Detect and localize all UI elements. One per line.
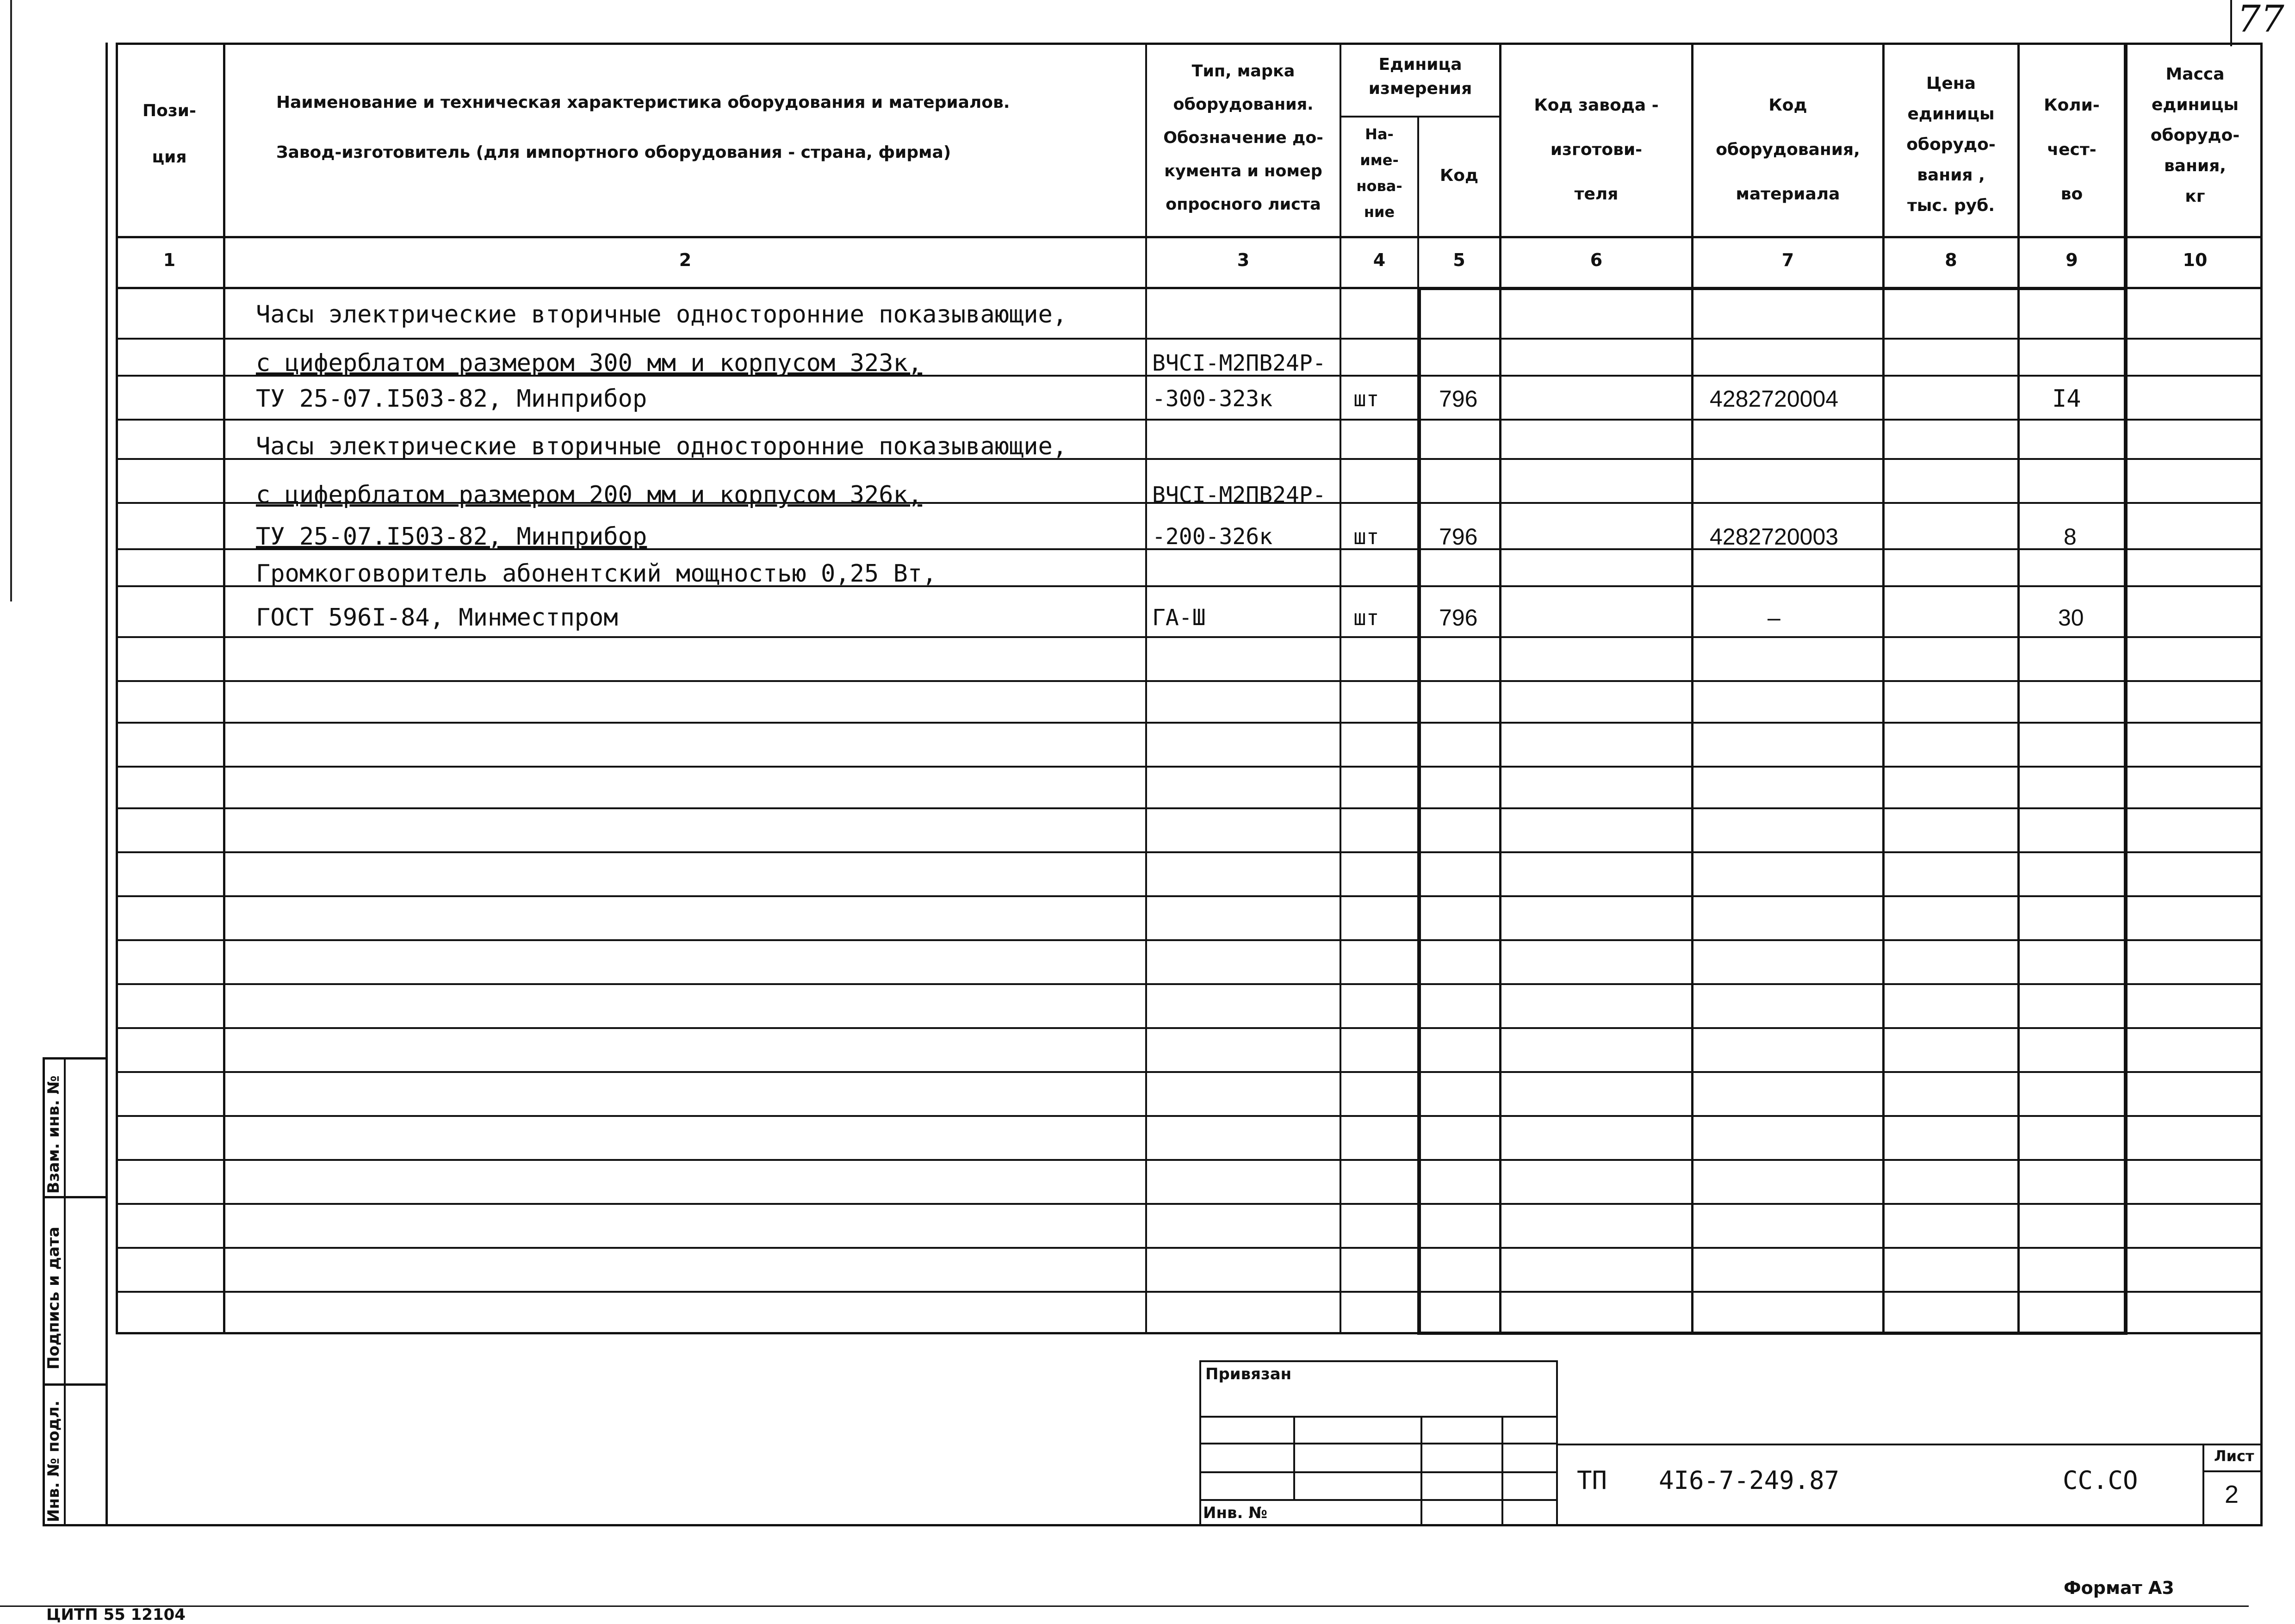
colnum-3: 3 — [1237, 250, 1250, 270]
row-qty: 8 — [2064, 524, 2077, 550]
col-line-4b — [1417, 287, 1421, 1334]
colnum-9: 9 — [2066, 250, 2078, 270]
row-line — [116, 338, 2263, 340]
colnum-bottom-line — [116, 287, 2263, 289]
header-mass: Масса единицы оборудо- вания, кг — [2150, 65, 2240, 206]
side-stamp-inner-line — [64, 1057, 66, 1526]
sheet-label: Лист — [2214, 1447, 2254, 1465]
row-name: ГОСТ 596I-84, Минместпром — [256, 604, 618, 632]
unit-group-line — [1340, 116, 1501, 118]
header-equip-code: Код оборудования, материала — [1716, 96, 1860, 204]
header-maker-code: Код завода - изготови- теля — [1534, 96, 1659, 204]
row-line — [116, 1203, 2263, 1205]
colnum-10: 10 — [2183, 250, 2208, 270]
side-stamp-podpis: Подпись и дата — [44, 1227, 63, 1370]
side-stamp-vzam: Взам. инв. № — [44, 1075, 63, 1194]
doc-prefix: ТП — [1577, 1466, 1607, 1495]
privyazan-line3 — [1199, 1471, 1558, 1473]
page-number: 77 — [2237, 0, 2284, 40]
row-line — [116, 1071, 2263, 1073]
row-line — [116, 1115, 2263, 1117]
row-unit: шт — [1353, 524, 1379, 549]
row-name: Громкоговоритель абонентский мощностью 0,25 Вт, — [256, 560, 937, 588]
inv-no-label: Инв. № — [1203, 1504, 1268, 1522]
row-equip-code: – — [1768, 605, 1780, 631]
binding-line — [10, 0, 12, 601]
row-qty: I4 — [2052, 385, 2081, 413]
header-position: Пози- ция — [143, 101, 196, 167]
privyazan-line4 — [1199, 1499, 1558, 1501]
row-unit-code: 796 — [1439, 386, 1478, 412]
row-type: ВЧСI-М2ПВ24Р- — [1152, 350, 1326, 376]
bottom-rule — [0, 1605, 2249, 1607]
header-price: Цена единицы оборудо- вания , тыс. руб. — [1906, 74, 1996, 215]
bottom-code: ЦИТП 55 12104 — [46, 1605, 186, 1624]
row-line — [116, 636, 2263, 638]
header-unit-group: Единица измерения — [1368, 55, 1472, 98]
row-line — [116, 1247, 2263, 1249]
sheet-box-line — [2202, 1470, 2263, 1472]
header-unit-code: Код — [1439, 166, 1479, 185]
side-stamp-div1 — [43, 1196, 105, 1198]
header-type: Тип, марка оборудования. Обозначение до- кумента и номер опросного листа — [1163, 62, 1323, 214]
row-name: ТУ 25-07.I503-82, Минприбор — [256, 523, 647, 551]
privyazan-vline2 — [1420, 1416, 1422, 1526]
data-border-bottom — [1417, 1332, 2128, 1335]
privyazan-line1 — [1199, 1416, 1558, 1418]
row-equip-code: 4282720004 — [1710, 386, 1839, 412]
colnum-5: 5 — [1453, 250, 1465, 270]
header-quantity: Коли- чест- во — [2044, 96, 2100, 204]
row-line — [116, 939, 2263, 941]
side-stamp-div2 — [43, 1383, 105, 1386]
privyazan-label: Привязан — [1205, 1365, 1292, 1383]
row-line — [116, 807, 2263, 809]
colnum-4: 4 — [1373, 250, 1386, 270]
privyazan-line2 — [1199, 1443, 1558, 1444]
row-line — [116, 722, 2263, 724]
row-name: с циферблатом размером 300 мм и корпусом 323к, — [256, 349, 923, 377]
title-line — [1558, 1444, 2263, 1445]
header-name-line1: Наименование и техническая характеристика оборудования и материалов. — [276, 93, 1010, 112]
header-bottom-line — [116, 236, 2263, 238]
header-unit-name: На- име- нова- ние — [1356, 125, 1402, 221]
row-line — [116, 895, 2263, 897]
row-line — [116, 1027, 2263, 1029]
row-line — [116, 983, 2263, 985]
privyazan-vline1 — [1293, 1416, 1295, 1499]
row-name: Часы электрические вторичные односторонние показывающие, — [256, 433, 1067, 460]
sheet-number: 2 — [2225, 1481, 2239, 1508]
doc-code: 4I6-7-249.87 — [1659, 1466, 1840, 1495]
row-name: ТУ 25-07.I503-82, Минприбор — [256, 385, 647, 413]
privyazan-vline3 — [1501, 1416, 1503, 1526]
colnum-1: 1 — [163, 250, 176, 270]
row-type: ВЧСI-М2ПВ24Р- — [1152, 482, 1326, 508]
format-label: Формат А3 — [2064, 1578, 2174, 1598]
row-qty: 30 — [2058, 605, 2084, 631]
row-line — [116, 680, 2263, 682]
row-unit: шт — [1353, 605, 1379, 630]
colnum-2: 2 — [679, 250, 692, 270]
row-unit-code: 796 — [1439, 605, 1478, 631]
row-type: -300-323к — [1152, 386, 1273, 412]
row-equip-code: 4282720003 — [1710, 524, 1839, 550]
row-type: -200-326к — [1152, 524, 1273, 550]
colnum-6: 6 — [1590, 250, 1603, 270]
colnum-8: 8 — [1945, 250, 1957, 270]
row-name: с циферблатом размером 200 мм и корпусом 326к, — [256, 481, 923, 509]
row-name: Часы электрические вторичные односторонние показывающие, — [256, 301, 1067, 329]
doc-suffix: СС.СО — [2063, 1466, 2138, 1495]
header-name-line2: Завод-изготовитель (для импортного оборудования - страна, фирма) — [276, 143, 951, 162]
side-stamp-inv-podl: Инв. № подл. — [44, 1400, 63, 1522]
row-line — [116, 419, 2263, 421]
row-line — [116, 1291, 2263, 1293]
row-unit: шт — [1353, 386, 1379, 411]
page-number-frame — [2230, 0, 2232, 46]
row-line — [116, 1159, 2263, 1161]
row-type: ГА-Ш — [1152, 605, 1206, 631]
row-line — [116, 766, 2263, 768]
row-unit-code: 796 — [1439, 524, 1478, 550]
row-line — [116, 851, 2263, 853]
colnum-7: 7 — [1781, 250, 1794, 270]
